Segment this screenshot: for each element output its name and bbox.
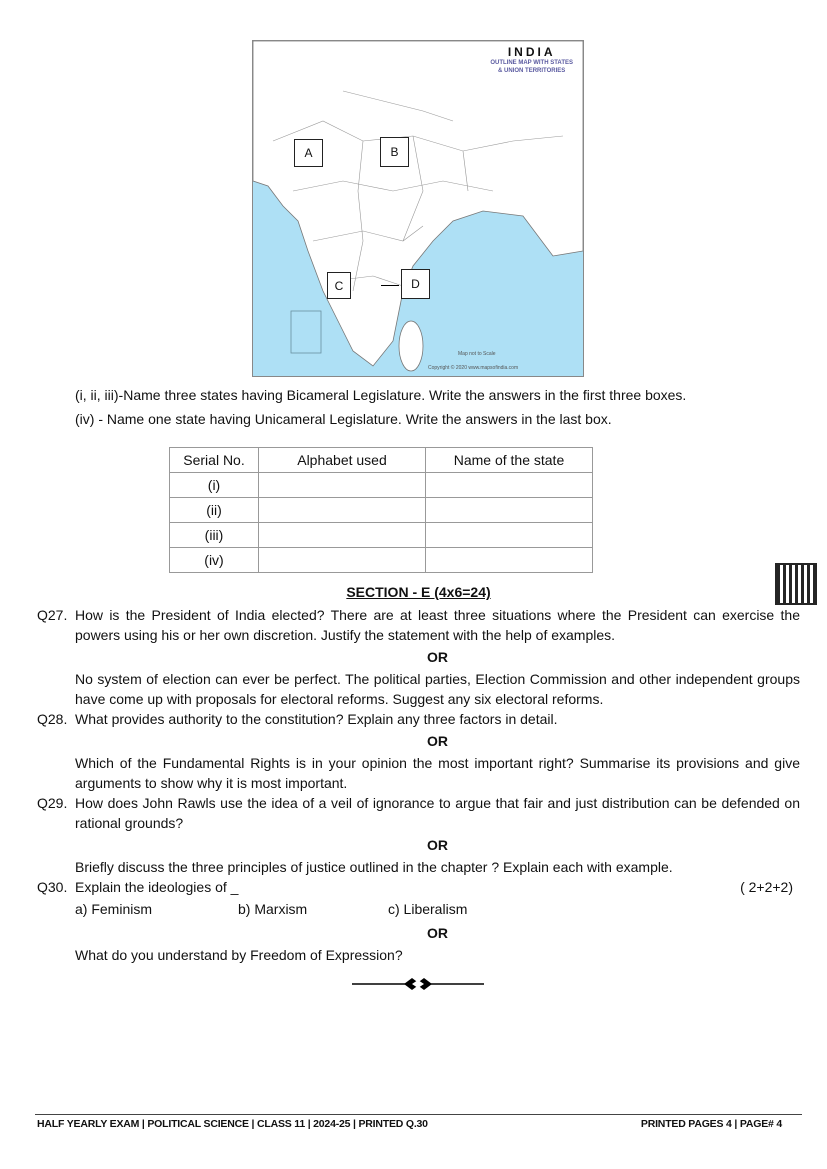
question-text: Which of the Fundamental Rights is in your opinion the most important right? Summarise its provisions and give arguments to show why it is most important. bbox=[75, 755, 800, 791]
alphabet-cell[interactable] bbox=[259, 523, 426, 548]
answer-table bbox=[169, 447, 593, 573]
option-b: b) Marxism bbox=[238, 901, 308, 917]
table-header-row bbox=[170, 448, 593, 473]
state-cell[interactable] bbox=[426, 473, 593, 498]
india-outline-map bbox=[252, 40, 584, 377]
section-heading: SECTION - E (4x6=24) bbox=[346, 584, 491, 600]
map-box-a: A bbox=[294, 139, 323, 167]
map-scale-note: Map not to Scale bbox=[458, 351, 496, 357]
table-row bbox=[170, 523, 593, 548]
question-28 bbox=[37, 709, 800, 729]
state-cell[interactable] bbox=[426, 498, 593, 523]
arrow-icon bbox=[381, 285, 399, 286]
header-serial: Serial No. bbox=[170, 448, 259, 473]
question-30-options bbox=[75, 897, 800, 921]
alphabet-cell[interactable] bbox=[259, 473, 426, 498]
footer-right: PRINTED PAGES 4 | PAGE# 4 bbox=[640, 1118, 782, 1130]
map-subtitle: OUTLINE MAP WITH STATES bbox=[490, 60, 573, 66]
or-label: OR bbox=[427, 733, 448, 749]
question-number: Q28. bbox=[37, 711, 68, 727]
state-cell[interactable] bbox=[426, 523, 593, 548]
header-state: Name of the state bbox=[426, 448, 593, 473]
table-row bbox=[170, 498, 593, 523]
or-label: OR bbox=[427, 837, 448, 853]
header-alphabet: Alphabet used bbox=[259, 448, 426, 473]
table-row bbox=[170, 548, 593, 573]
instruction-2: (iv) - Name one state having Unicameral Legislature. Write the answers in the last box. bbox=[75, 411, 612, 427]
alphabet-cell[interactable] bbox=[259, 498, 426, 523]
alphabet-cell[interactable] bbox=[259, 548, 426, 573]
serial-cell: (i) bbox=[170, 473, 259, 498]
question-number: Q29. bbox=[37, 795, 68, 811]
question-30-alt bbox=[37, 945, 800, 965]
instruction-1: (i, ii, iii)-Name three states having Bicameral Legislature. Write the answers in the first three boxes. bbox=[75, 387, 687, 403]
question-text: Briefly discuss the three principles of justice outlined in the chapter ? Explain each with example. bbox=[75, 859, 673, 875]
map-box-c: C bbox=[327, 272, 351, 299]
question-29 bbox=[37, 793, 800, 833]
qr-code-icon bbox=[777, 565, 815, 603]
marks-label: ( 2+2+2) bbox=[740, 879, 793, 895]
map-box-b: B bbox=[380, 137, 409, 167]
question-27-alt bbox=[37, 669, 800, 709]
question-number: Q27. bbox=[37, 607, 68, 623]
question-text: How does John Rawls use the idea of a veil of ignorance to argue that fair and just distribution can be defended on rational grounds? bbox=[75, 795, 800, 831]
question-28-alt bbox=[37, 753, 800, 793]
map-box-d: D bbox=[401, 269, 430, 299]
question-text: What do you understand by Freedom of Expression? bbox=[75, 947, 403, 963]
map-title: INDIA bbox=[507, 45, 556, 59]
map-graphic bbox=[253, 41, 583, 376]
question-text: No system of election can ever be perfect. The political parties, Election Commission and other independent groups have come up with proposals for electoral reforms. Suggest any six electoral reforms. bbox=[75, 671, 800, 707]
table-row bbox=[170, 473, 593, 498]
or-label: OR bbox=[427, 649, 448, 665]
state-cell[interactable] bbox=[426, 548, 593, 573]
question-text: What provides authority to the constitution? Explain any three factors in detail. bbox=[75, 711, 558, 727]
option-a: a) Feminism bbox=[75, 901, 153, 917]
serial-cell: (iv) bbox=[170, 548, 259, 573]
or-label: OR bbox=[427, 925, 448, 941]
end-divider-icon bbox=[352, 977, 484, 991]
question-30 bbox=[37, 877, 800, 897]
question-text: Explain the ideologies of _ bbox=[75, 879, 239, 895]
question-text: How is the President of India elected? There are at least three situations where the President can exercise the powers using his or her own discretion. Justify the statement with the help of examples. bbox=[75, 607, 800, 643]
map-copyright: Copyright © 2020 www.mapsofindia.com bbox=[428, 365, 519, 371]
footer-left: HALF YEARLY EXAM | POLITICAL SCIENCE | CLASS 11 | 2024-25 | PRINTED Q.30 bbox=[37, 1118, 428, 1130]
question-29-alt bbox=[37, 857, 800, 877]
serial-cell: (iii) bbox=[170, 523, 259, 548]
map-subtitle-2: & UNION TERRITORIES bbox=[498, 68, 566, 74]
question-number: Q30. bbox=[37, 879, 68, 895]
serial-cell: (ii) bbox=[170, 498, 259, 523]
questions-section bbox=[37, 605, 800, 991]
footer-divider bbox=[35, 1114, 802, 1115]
option-c: c) Liberalism bbox=[388, 901, 468, 917]
question-27 bbox=[37, 605, 800, 645]
